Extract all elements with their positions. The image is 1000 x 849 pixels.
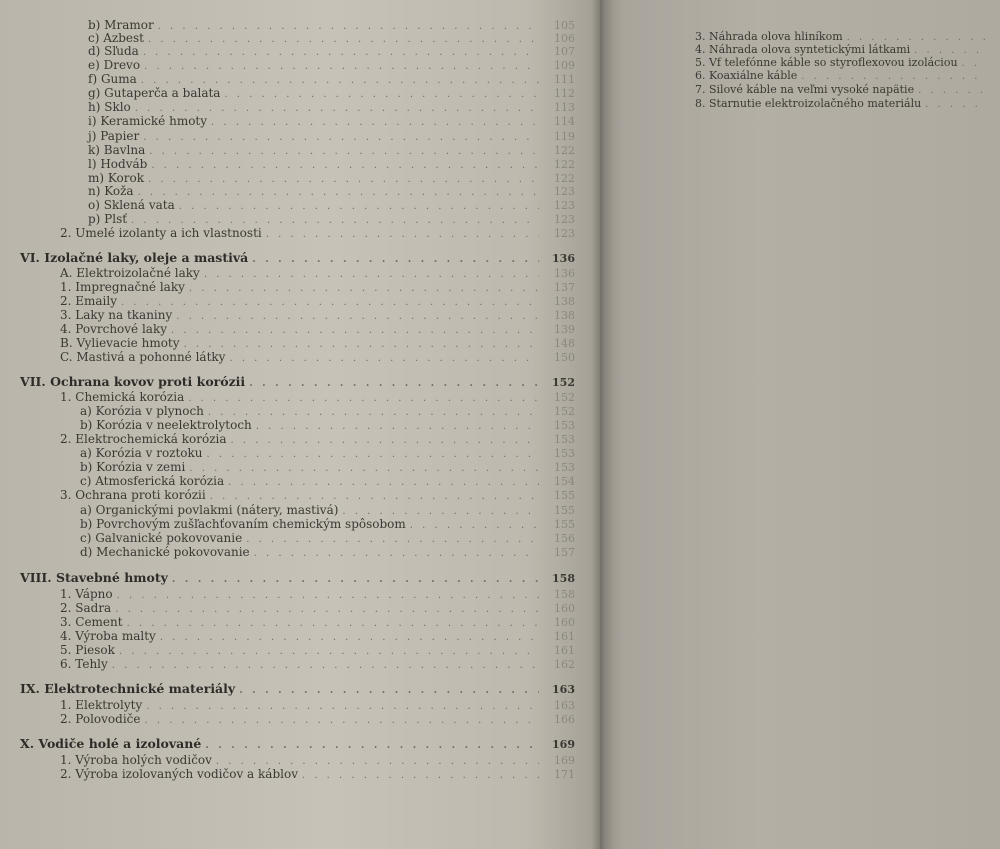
page-number: 137 bbox=[554, 281, 575, 294]
page-number: 123 bbox=[554, 199, 575, 212]
page-number: 119 bbox=[554, 130, 575, 143]
toc-entry-title: 6. Koaxiálne káble bbox=[695, 69, 798, 82]
dot-leader bbox=[254, 547, 539, 561]
page-number: 111 bbox=[554, 73, 575, 86]
toc-entry-title: A. Elektroizolačné laky bbox=[60, 266, 200, 280]
page-number: 139 bbox=[554, 323, 575, 336]
toc-entry-title: 3. Cement bbox=[60, 615, 123, 629]
right-page bbox=[600, 0, 1000, 849]
page-number: 171 bbox=[554, 768, 575, 781]
toc-entry-title: 2. Emaily bbox=[60, 294, 118, 308]
page-number: 105 bbox=[554, 19, 575, 32]
toc-entry-title: d) Mechanické pokovovanie bbox=[80, 545, 250, 559]
page-number: 150 bbox=[554, 351, 575, 364]
toc-chapter bbox=[20, 682, 575, 698]
toc-entry-title: j) Papier bbox=[88, 129, 140, 143]
dot-leader bbox=[801, 71, 985, 83]
page-number: 158 bbox=[554, 588, 575, 601]
toc-entry-title: VI. Izolačné laky, oleje a mastivá bbox=[20, 250, 249, 265]
dot-leader bbox=[962, 58, 985, 70]
page-number: 154 bbox=[554, 475, 575, 488]
toc-entry bbox=[60, 767, 575, 783]
toc-entry-title: b) Mramor bbox=[88, 18, 154, 32]
dot-leader bbox=[918, 85, 985, 97]
toc-entry-title: a) Organickými povlakmi (nátery, mastivá) bbox=[80, 503, 339, 517]
toc-entry-title: 1. Chemická korózia bbox=[60, 390, 185, 404]
toc-entry-title: 3. Náhrada olova hliníkom bbox=[695, 30, 843, 43]
page-number: 114 bbox=[554, 115, 575, 128]
dot-leader bbox=[172, 573, 539, 587]
toc-entry bbox=[80, 545, 575, 561]
toc-entry-title: b) Korózia v neelektrolytoch bbox=[80, 418, 252, 432]
toc-entry-title: 2. Výroba izolovaných vodičov a káblov bbox=[60, 767, 298, 781]
toc-entry-title: 2. Polovodiče bbox=[60, 712, 141, 726]
toc-entry-title: 2. Sadra bbox=[60, 601, 112, 615]
toc-chapter bbox=[20, 571, 575, 587]
page-number: 148 bbox=[554, 337, 575, 350]
dot-leader bbox=[925, 99, 985, 111]
toc-entry-title: f) Guma bbox=[88, 72, 137, 86]
toc-entry bbox=[695, 98, 985, 111]
toc-entry-title: 7. Silové káble na veľmi vysoké napätie bbox=[695, 83, 915, 96]
page-number: 138 bbox=[554, 295, 575, 308]
toc-entry bbox=[60, 226, 575, 242]
toc-entry-title: p) Plsť bbox=[88, 212, 128, 226]
toc-entry bbox=[695, 70, 985, 83]
toc-entry-title: C. Mastivá a pohonné látky bbox=[60, 350, 226, 364]
page-number: 122 bbox=[554, 144, 575, 157]
toc-entry-title: 5. Vf telefónne káble so styroflexovou izoláciou bbox=[695, 56, 958, 69]
toc-entry-title: d) Sľuda bbox=[88, 44, 139, 58]
toc-entry-title: e) Drevo bbox=[88, 58, 141, 72]
toc-entry-title: o) Sklená vata bbox=[88, 198, 175, 212]
page-number: 122 bbox=[554, 158, 575, 171]
toc-entry-title: 3. Laky na tkaniny bbox=[60, 308, 173, 322]
page-number: 155 bbox=[554, 518, 575, 531]
toc-entry-title: 2. Elektrochemická korózia bbox=[60, 432, 227, 446]
dot-leader bbox=[229, 352, 539, 366]
dot-leader bbox=[211, 116, 539, 130]
toc-entry bbox=[60, 712, 575, 728]
toc-entry bbox=[60, 657, 575, 673]
page-number: 152 bbox=[554, 405, 575, 418]
toc-entry-title: B. Vylievacie hmoty bbox=[60, 336, 180, 350]
toc-entry-title: g) Gutaperča a balata bbox=[88, 86, 221, 100]
page-number: 138 bbox=[554, 309, 575, 322]
page-number: 160 bbox=[554, 616, 575, 629]
toc-entry-title: m) Korok bbox=[88, 171, 144, 185]
page-number: 156 bbox=[554, 532, 575, 545]
page-number: 136 bbox=[554, 267, 575, 280]
toc-entry-title: n) Koža bbox=[88, 184, 134, 198]
page-number: 136 bbox=[552, 252, 575, 265]
page-number: 157 bbox=[554, 546, 575, 559]
toc-entry-title: 6. Tehly bbox=[60, 657, 108, 671]
toc-entry-title: h) Sklo bbox=[88, 100, 131, 114]
dot-leader bbox=[266, 228, 539, 242]
toc-entry-title: 2. Umelé izolanty a ich vlastnosti bbox=[60, 226, 262, 240]
page-number: 161 bbox=[554, 644, 575, 657]
toc-entry-title: 3. Ochrana proti korózii bbox=[60, 488, 206, 502]
page-number: 153 bbox=[554, 419, 575, 432]
book-gutter bbox=[591, 0, 613, 849]
toc-chapter bbox=[20, 375, 575, 391]
toc-entry bbox=[88, 114, 575, 130]
page-number: 166 bbox=[554, 713, 575, 726]
toc-entry-title: 4. Náhrada olova syntetickými látkami bbox=[695, 43, 911, 56]
toc-entry-title: b) Povrchovým zušľachťovaním chemickým spôsobom bbox=[80, 517, 406, 531]
page-number: 158 bbox=[552, 572, 575, 585]
toc-entry-title: 1. Výroba holých vodičov bbox=[60, 753, 212, 767]
toc-chapter bbox=[20, 737, 575, 753]
toc-entry-title: 1. Impregnačné laky bbox=[60, 280, 185, 294]
page-number: 123 bbox=[554, 213, 575, 226]
dot-leader bbox=[302, 769, 539, 783]
page-number: 169 bbox=[554, 754, 575, 767]
toc-entry bbox=[695, 84, 985, 97]
page-number: 152 bbox=[554, 391, 575, 404]
dot-leader bbox=[239, 684, 539, 698]
dot-leader bbox=[112, 659, 539, 673]
page-number: 153 bbox=[554, 433, 575, 446]
toc-entry-title: 5. Piesok bbox=[60, 643, 115, 657]
page-number: 107 bbox=[554, 45, 575, 58]
toc-entry-title: l) Hodváb bbox=[88, 157, 148, 171]
page-number: 106 bbox=[554, 32, 575, 45]
page-number: 109 bbox=[554, 59, 575, 72]
toc-entry-title: c) Atmosferická korózia bbox=[80, 474, 225, 488]
dot-leader bbox=[252, 253, 539, 267]
page-number: 162 bbox=[554, 658, 575, 671]
toc-entry-title: c) Galvanické pokovovanie bbox=[80, 531, 243, 545]
toc-entry bbox=[60, 488, 575, 504]
page-number: 152 bbox=[552, 376, 575, 389]
toc-entry-title: 4. Povrchové laky bbox=[60, 322, 168, 336]
toc-entry-title: c) Azbest bbox=[88, 31, 144, 45]
page-number: 161 bbox=[554, 630, 575, 643]
toc-entry-title: 8. Starnutie elektroizolačného materiálu bbox=[695, 97, 922, 110]
page-number: 160 bbox=[554, 602, 575, 615]
toc-entry-title: k) Bavlna bbox=[88, 143, 146, 157]
toc-entry-title: a) Korózia v roztoku bbox=[80, 446, 203, 460]
page-number: 153 bbox=[554, 461, 575, 474]
toc-entry-title: i) Keramické hmoty bbox=[88, 114, 208, 128]
page-number: 169 bbox=[552, 738, 575, 751]
page-number: 163 bbox=[552, 683, 575, 696]
toc-entry-title: b) Korózia v zemi bbox=[80, 460, 186, 474]
page-number: 123 bbox=[554, 227, 575, 240]
dot-leader bbox=[205, 739, 539, 753]
page-number: 113 bbox=[554, 101, 575, 114]
page-number: 155 bbox=[554, 489, 575, 502]
toc-entry-title: 1. Vápno bbox=[60, 587, 113, 601]
toc-entry-title: X. Vodiče holé a izolované bbox=[20, 736, 202, 751]
toc-entry-title: VIII. Stavebné hmoty bbox=[20, 570, 168, 585]
page-number: 123 bbox=[554, 185, 575, 198]
page-number: 112 bbox=[554, 87, 575, 100]
toc-entry-title: 1. Elektrolyty bbox=[60, 698, 143, 712]
page-number: 122 bbox=[554, 172, 575, 185]
dot-leader bbox=[210, 490, 539, 504]
toc-entry bbox=[60, 350, 575, 366]
dot-leader bbox=[144, 714, 539, 728]
page-number: 153 bbox=[554, 447, 575, 460]
toc-entry-title: a) Korózia v plynoch bbox=[80, 404, 204, 418]
page-number: 155 bbox=[554, 504, 575, 517]
toc-entry-title: 4. Výroba malty bbox=[60, 629, 156, 643]
toc-entry-title: VII. Ochrana kovov proti korózii bbox=[20, 374, 246, 389]
page-number: 163 bbox=[554, 699, 575, 712]
toc-chapter bbox=[20, 251, 575, 267]
toc-entry-title: IX. Elektrotechnické materiály bbox=[20, 681, 236, 696]
dot-leader bbox=[249, 377, 539, 391]
